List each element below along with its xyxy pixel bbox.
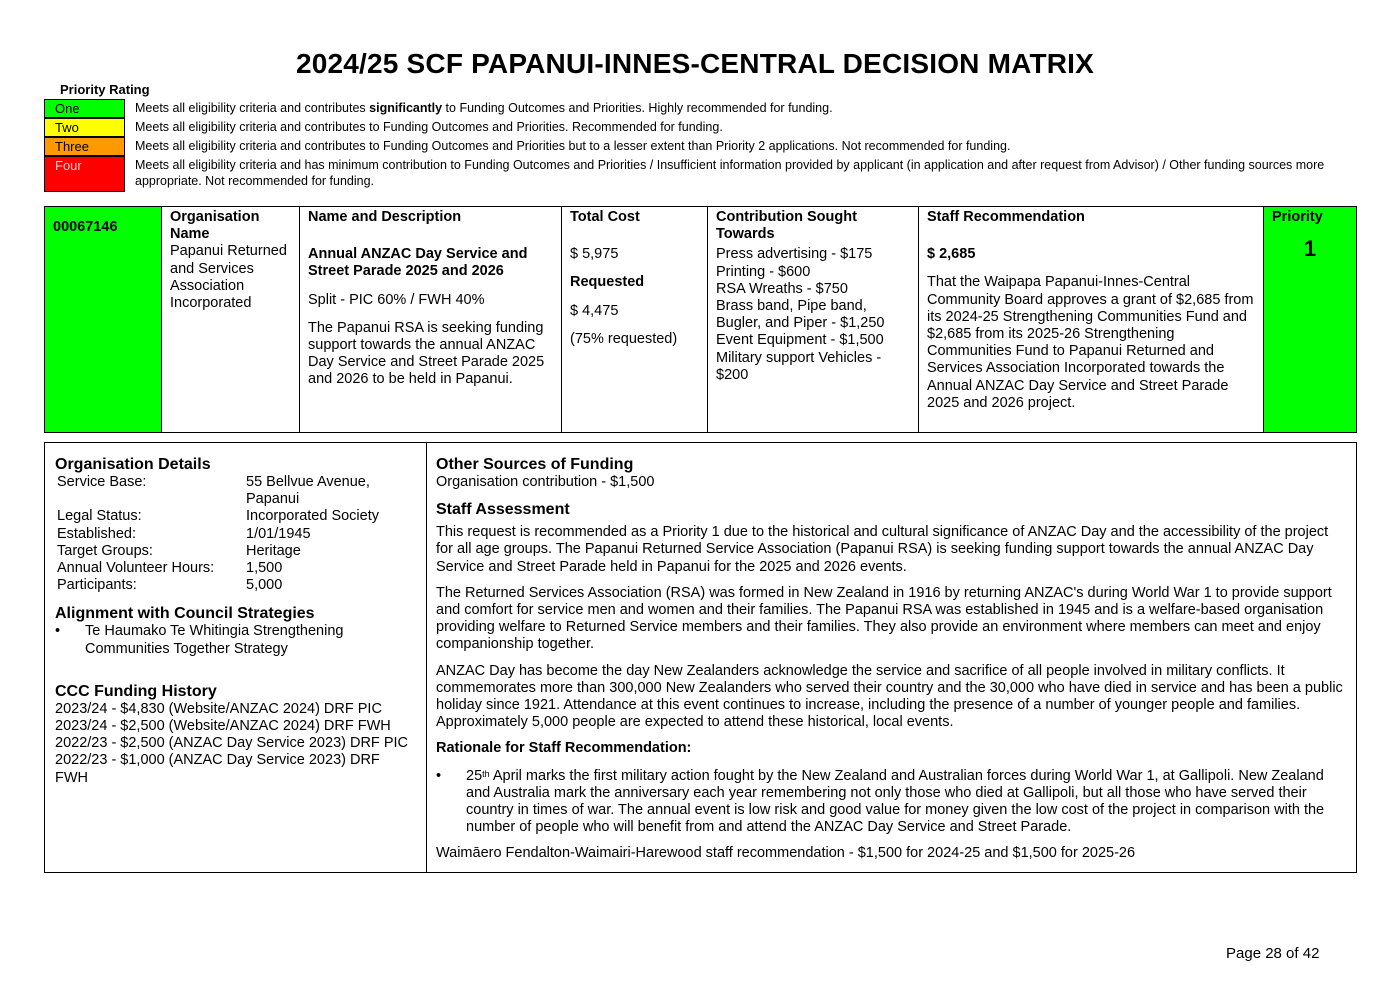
contribution-cell xyxy=(708,207,919,432)
organisation-name: Papanui Returned and Services Association Incorporated xyxy=(170,243,287,312)
organisation-details-panel xyxy=(45,443,427,872)
priority-row-two xyxy=(44,118,1344,137)
bullet-icon: • xyxy=(436,767,442,784)
priority-description-one: Meets all eligibility criteria and contributes significantly to Funding Outcomes and Priorities. Highly recommended for funding. xyxy=(135,101,833,115)
priority-row-four xyxy=(44,156,1344,192)
project-name: Annual ANZAC Day Service and Street Parade 2025 and 2026 xyxy=(308,246,528,280)
assessment-paragraph: This request is recommended as a Priority 1 due to the historical and cultural significance of ANZAC Day and the accessibility of the project for all age groups. The Papanui Returned Service Association (Papanui RSA) is seeking funding support towards the annual ANZAC Day Service and Street Parade held in Papanui for the 2025 and 2026 events. xyxy=(436,524,1329,575)
contribution-item: Press advertising - $175 xyxy=(716,246,873,263)
priority-description-three: Meets all eligibility criteria and contributes to Funding Outcomes and Priorities but to a lesser extent than Priority 2 applications. Not recommended for funding. xyxy=(135,139,1011,153)
detail-row-volunteer-hours: Annual Volunteer Hours: 1,500 xyxy=(57,560,283,577)
priority-badge-two: Two xyxy=(44,118,125,137)
other-funding-text: Organisation contribution - $1,500 xyxy=(436,474,655,490)
priority-value: 1 xyxy=(1303,236,1317,262)
priority-badge-three: Three xyxy=(44,137,125,156)
total-cost-value: $ 5,975 xyxy=(570,246,619,263)
name-description-cell xyxy=(300,207,562,432)
details-section xyxy=(44,442,1357,873)
priority-cell xyxy=(1264,207,1356,432)
organisation-header: Organisation Name xyxy=(170,209,260,243)
requested-value: $ 4,475 xyxy=(570,302,619,319)
rationale-heading: Rationale for Staff Recommendation: xyxy=(436,740,692,757)
staff-recommendation-cell xyxy=(919,207,1264,432)
funding-history-item: 2023/24 - $2,500 (Website/ANZAC 2024) DRF FWH xyxy=(55,718,391,735)
contribution-header: Contribution Sought Towards xyxy=(716,209,857,243)
detail-row-legal-status: Legal Status: Incorporated Society xyxy=(57,508,379,525)
bullet-icon: • xyxy=(55,623,61,640)
total-cost-header: Total Cost xyxy=(570,209,640,225)
contribution-item: Brass band, Pipe band, Bugler, and Piper - $1,250 xyxy=(716,298,885,332)
funding-history-item: 2022/23 - $1,000 (ANZAC Day Service 2023) DRF FWH xyxy=(55,752,380,786)
application-id-cell xyxy=(45,207,162,432)
staff-recommendation-amount: $ 2,685 xyxy=(927,246,976,263)
detail-row-service-base: Service Base: 55 Bellvue Avenue, Papanui xyxy=(57,474,370,508)
contribution-item: Printing - $600 xyxy=(716,263,811,280)
funding-split: Split - PIC 60% / FWH 40% xyxy=(308,291,485,308)
priority-row-one xyxy=(44,99,1344,118)
contribution-item: RSA Wreaths - $750 xyxy=(716,280,848,297)
requested-label: Requested xyxy=(570,274,645,291)
decision-matrix-row xyxy=(44,206,1357,433)
name-description-header: Name and Description xyxy=(308,209,462,225)
alignment-item: • Te Haumako Te Whitingia Strengthening Communities Together Strategy xyxy=(55,623,344,657)
total-cost-cell xyxy=(562,207,708,432)
funding-history-item: 2022/23 - $2,500 (ANZAC Day Service 2023) DRF PIC xyxy=(55,735,408,752)
application-id: 00067146 xyxy=(53,219,118,235)
priority-badge-four: Four xyxy=(44,156,125,192)
funding-history-item: 2023/24 - $4,830 (Website/ANZAC 2024) DRF PIC xyxy=(55,700,382,717)
detail-row-target-groups: Target Groups: Heritage xyxy=(57,542,301,559)
priority-badge-one: One xyxy=(44,99,125,118)
organisation-details-heading: Organisation Details xyxy=(55,456,211,473)
staff-recommendation-header: Staff Recommendation xyxy=(927,209,1085,225)
detail-row-participants: Participants: 5,000 xyxy=(57,577,283,594)
rationale-item: • 25th April marks the first military action fought by the New Zealand and Australian forces during World War 1, at Gallipoli. New Zealand and Australia mark the anniversary each year remembering not only those who died at Gallipoli, but all those who have served their country in times of war. The annual event is low risk and good value for money given the low cost of the project in comparison with the number of people who will benefit from and attend the ANZAC Day Service and Street Parade. xyxy=(436,767,1325,836)
page-number: Page 28 of 42 xyxy=(1226,945,1320,962)
staff-recommendation-text: That the Waipapa Papanui-Innes-Central Community Board approves a grant of $2,685 from its 2024-25 Strengthening Communities Fund and $2,685 from its 2025-26 Strengthening Communities Fund to Papanui Returned and Services Association Incorporated towards the Annual ANZAC Day Service and Street Parade 2025 and 2026 project. xyxy=(927,274,1254,411)
priority-description-four: Meets all eligibility criteria and has minimum contribution to Funding Outcomes and Priorities / Insufficient information provided by applicant (in application and after request from Advisor) / Other funding sources more appropriate. Not recommended for funding. xyxy=(135,158,1325,188)
priority-row-three xyxy=(44,137,1344,156)
assessment-panel xyxy=(427,443,1356,872)
staff-assessment-heading: Staff Assessment xyxy=(436,501,570,519)
priority-header: Priority xyxy=(1272,209,1323,225)
detail-row-established: Established: 1/01/1945 xyxy=(57,525,311,542)
priority-description-two: Meets all eligibility criteria and contributes to Funding Outcomes and Priorities. Recommended for funding. xyxy=(135,120,723,134)
contribution-item: Event Equipment - $1,500 xyxy=(716,332,884,349)
project-description: The Papanui RSA is seeking funding support towards the annual ANZAC Day Service and Street Parade 2025 and 2026 to be held in Papanui. xyxy=(308,319,545,388)
assessment-paragraph: The Returned Services Association (RSA) was formed in New Zealand in 1916 by returning ANZAC's during World War 1 to provide support and comfort for service men and women and their families. The Papanui RSA was established in 1945 and is a welfare-based organisation providing welfare to Returned Service members and their families. They also provide an environment where members can meet and enjoy companionship together. xyxy=(436,584,1332,653)
requested-percent: (75% requested) xyxy=(570,330,678,347)
alignment-heading: Alignment with Council Strategies xyxy=(55,605,315,623)
page-title: 2024/25 SCF PAPANUI-INNES-CENTRAL DECISION MATRIX xyxy=(295,48,1095,79)
waimaero-recommendation: Waimāero Fendalton-Waimairi-Harewood staff recommendation - $1,500 for 2024-25 and $1,500 for 2025-26 xyxy=(436,845,1136,862)
assessment-paragraph: ANZAC Day has become the day New Zealanders acknowledge the service and sacrifice of all people involved in military conflicts. It commemorates more than 300,000 New Zealanders who served their country and the 30,000 who have died in service and has been a public holiday since 1921. Attendance at this event continues to increase, including the presence of a number of younger people and families. Approximately 5,000 people are expected to attend these historical, local events. xyxy=(436,662,1343,731)
organisation-cell xyxy=(162,207,300,432)
contribution-item: Military support Vehicles - $200 xyxy=(716,349,882,383)
funding-history-heading: CCC Funding History xyxy=(55,682,217,700)
other-funding-heading: Other Sources of Funding xyxy=(436,456,634,473)
priority-rating-heading: Priority Rating xyxy=(60,82,150,97)
